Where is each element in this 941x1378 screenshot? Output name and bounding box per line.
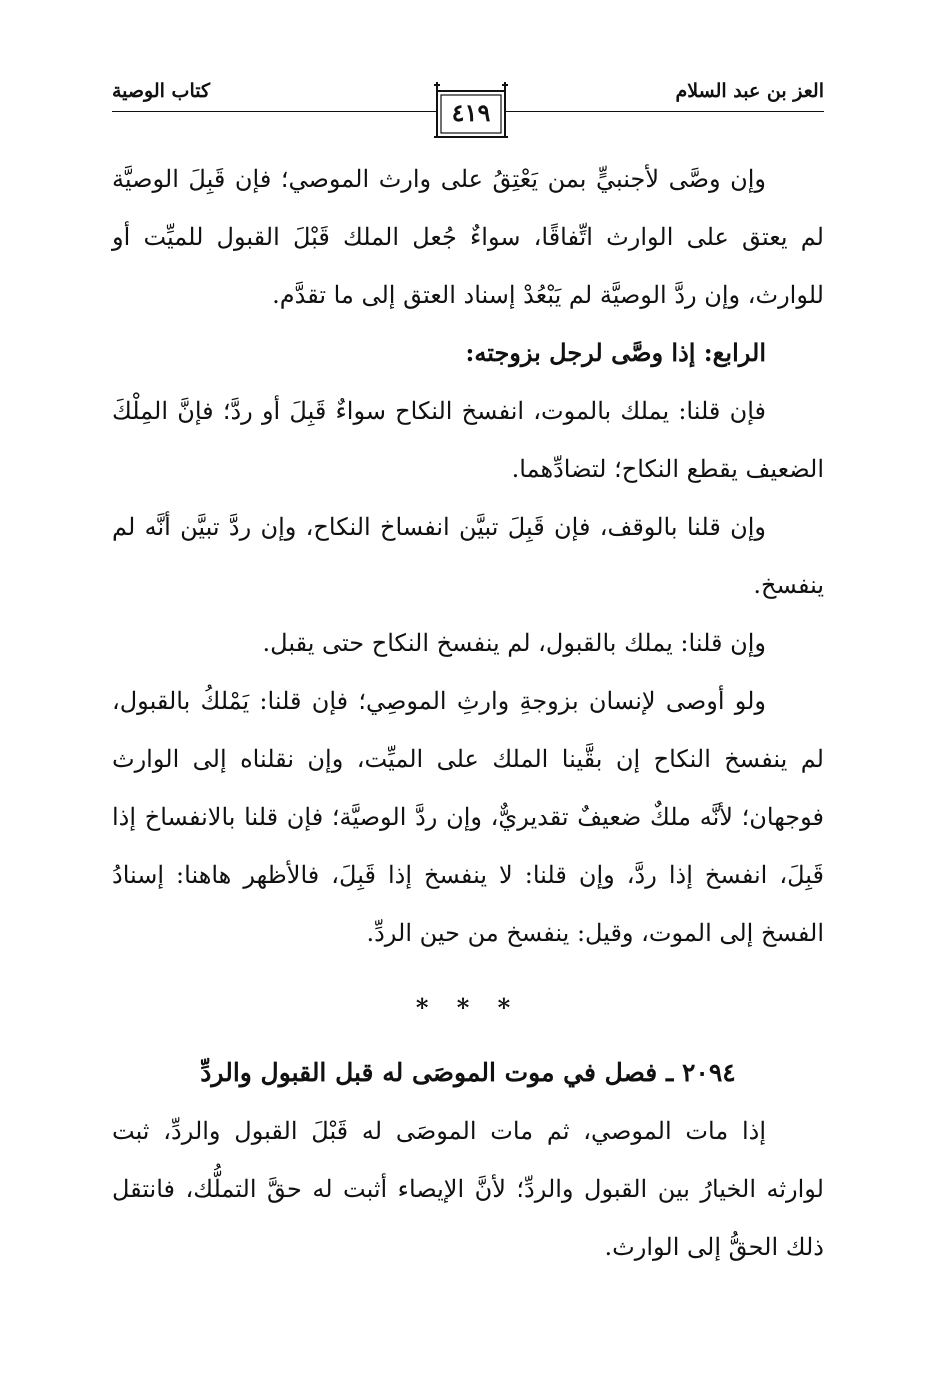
paragraph: إذا مات الموصي، ثم مات الموصَى له قَبْلَ القبول والردِّ، ثبت لوارثه الخيارُ بين القبول والردِّ؛ لأنَّ الإيصاء أثبت له حقَّ التملُّك، فانتقل ذلك الحقُّ إلى الوارث.: [112, 1117, 824, 1261]
page-number: ٤١٩: [451, 98, 491, 127]
section-title: ٢٠٩٤ ـ فصل في موت الموصَى له قبل القبول والردِّ: [200, 1058, 736, 1087]
paragraph: ولو أوصى لإنسان بزوجةِ وارثِ الموصِي؛ فإن قلنا: يَمْلكُ بالقبول، لم ينفسخ النكاح إن بقَّينا الملك على الميِّت، وإن نقلناه إلى الوارث فوجهان؛ لأنَّه ملكٌ ضعيفٌ تقديريٌّ، وإن ردَّ الوصيَّة؛ فإن قلنا بالانفساخ إذا قَبِلَ، انفسخ إذا ردَّ، وإن قلنا: لا ينفسخ إذا قَبِلَ، فالأظهر هاهنا: إسنادُ الفسخ إلى الموت، وقيل: ينفسخ من حين الردِّ.: [112, 687, 824, 947]
separator-asterisks: * * *: [415, 993, 521, 1022]
page-number-frame: [432, 78, 510, 140]
paragraph: وإن قلنا: يملك بالقبول، لم ينفسخ النكاح حتى يقبل.: [262, 629, 766, 657]
page-header: [112, 74, 824, 144]
running-header-author: العز بن عبد السلام: [675, 80, 824, 102]
running-header-book: كتاب الوصية: [112, 80, 211, 102]
paragraph: وإن وصَّى لأجنبيٍّ بمن يَعْتِقُ على وارث الموصي؛ فإن قَبِلَ الوصيَّة لم يعتق على الوارث اتِّفاقًا، سواءٌ جُعل الملك قَبْلَ القبول للميِّت أو للوارث، وإن ردَّ الوصيَّة لم يَبْعُدْ إسناد العتق إلى ما تقدَّم.: [112, 165, 824, 309]
section-subheading: الرابع: إذا وصَّى لرجل بزوجته:: [465, 338, 766, 367]
page-body: [112, 150, 824, 1276]
paragraph: فإن قلنا: يملك بالموت، انفسخ النكاح سواءٌ قَبِلَ أو ردَّ؛ فإنَّ المِلْكَ الضعيف يقطع النكاح؛ لتضادِّهما.: [112, 397, 824, 483]
paragraph: وإن قلنا بالوقف، فإن قَبِلَ تبيَّن انفساخ النكاح، وإن ردَّ تبيَّن أنَّه لم ينفسخ.: [112, 513, 824, 599]
